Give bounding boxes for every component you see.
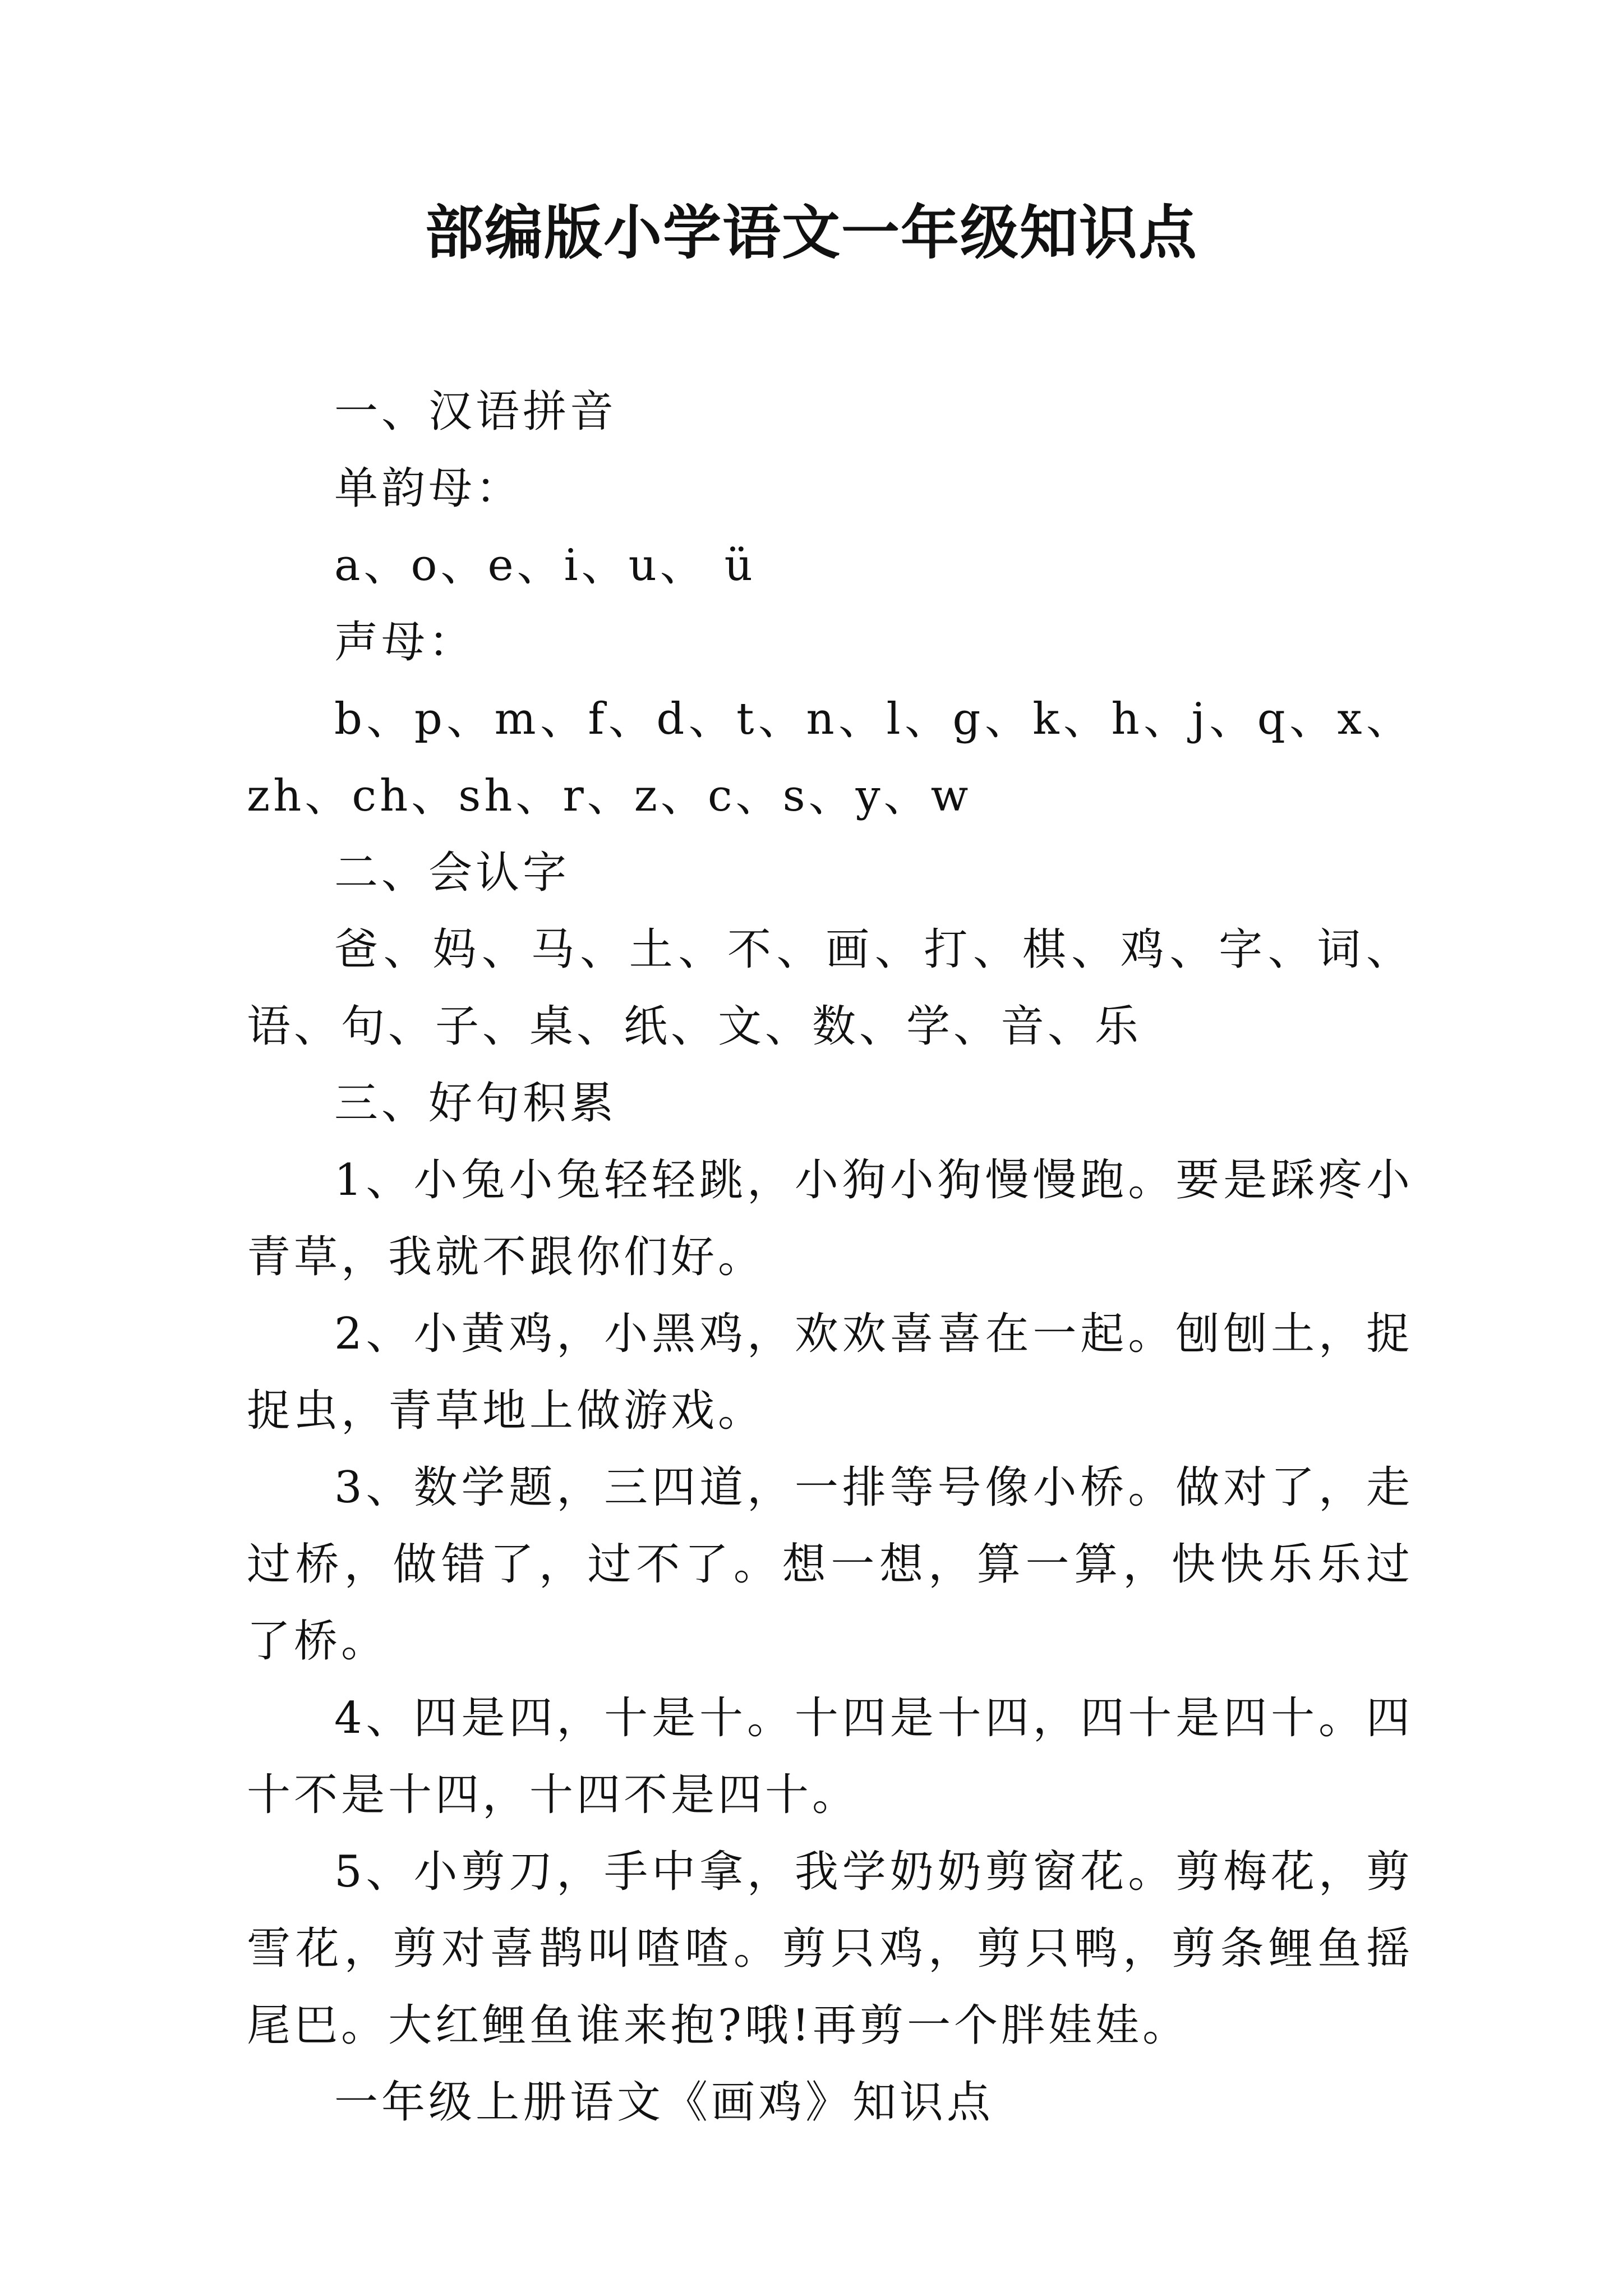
sentence-item: 3、数学题，三四道，一排等号像小桥。做对了，走过桥，做错了，过不了。想一想，算一算，快快乐乐过了桥。	[247, 1462, 1413, 1667]
sentence-item: 2、小黄鸡，小黑鸡，欢欢喜喜在一起。刨刨土，捉捉虫，青草地上做游戏。	[247, 1309, 1413, 1436]
initials-list: b、p、m、f、d、t、n、l、g、k、h、j、q、x、zh、ch、sh、r、z、c、s、y、w	[247, 694, 1413, 821]
heading-recognized-characters: 二、会认字	[334, 848, 570, 898]
heading-pinyin: 一、汉语拼音	[334, 386, 617, 437]
document-body	[247, 374, 1413, 2141]
heading-good-sentences: 三、好句积累	[334, 1078, 617, 1129]
single-vowels-list: a、o、e、i、u、 ü	[334, 540, 756, 591]
label-initials: 声母：	[334, 617, 476, 668]
heading-lesson-hua-ji: 一年级上册语文《画鸡》知识点	[334, 2077, 994, 2128]
sentence-item: 5、小剪刀，手中拿，我学奶奶剪窗花。剪梅花，剪雪花，剪对喜鹊叫喳喳。剪只鸡，剪只鸭，剪条鲤鱼摇尾巴。大红鲤鱼谁来抱?哦!再剪一个胖娃娃。	[247, 1847, 1413, 2051]
sentence-item: 4、四是四，十是十。十四是十四，四十是四十。四十不是十四，十四不是四十。	[247, 1693, 1413, 1820]
label-single-vowels: 单韵母：	[334, 463, 523, 514]
sentence-item: 1、小兔小兔轻轻跳，小狗小狗慢慢跑。要是踩疼小青草，我就不跟你们好。	[247, 1155, 1413, 1282]
recognized-characters-list: 爸、妈、马、土、不、画、打、棋、鸡、字、词、语、句、子、桌、纸、文、数、学、音、乐	[247, 924, 1413, 1052]
page-title: 部编版小学语文一年级知识点	[425, 198, 1198, 267]
